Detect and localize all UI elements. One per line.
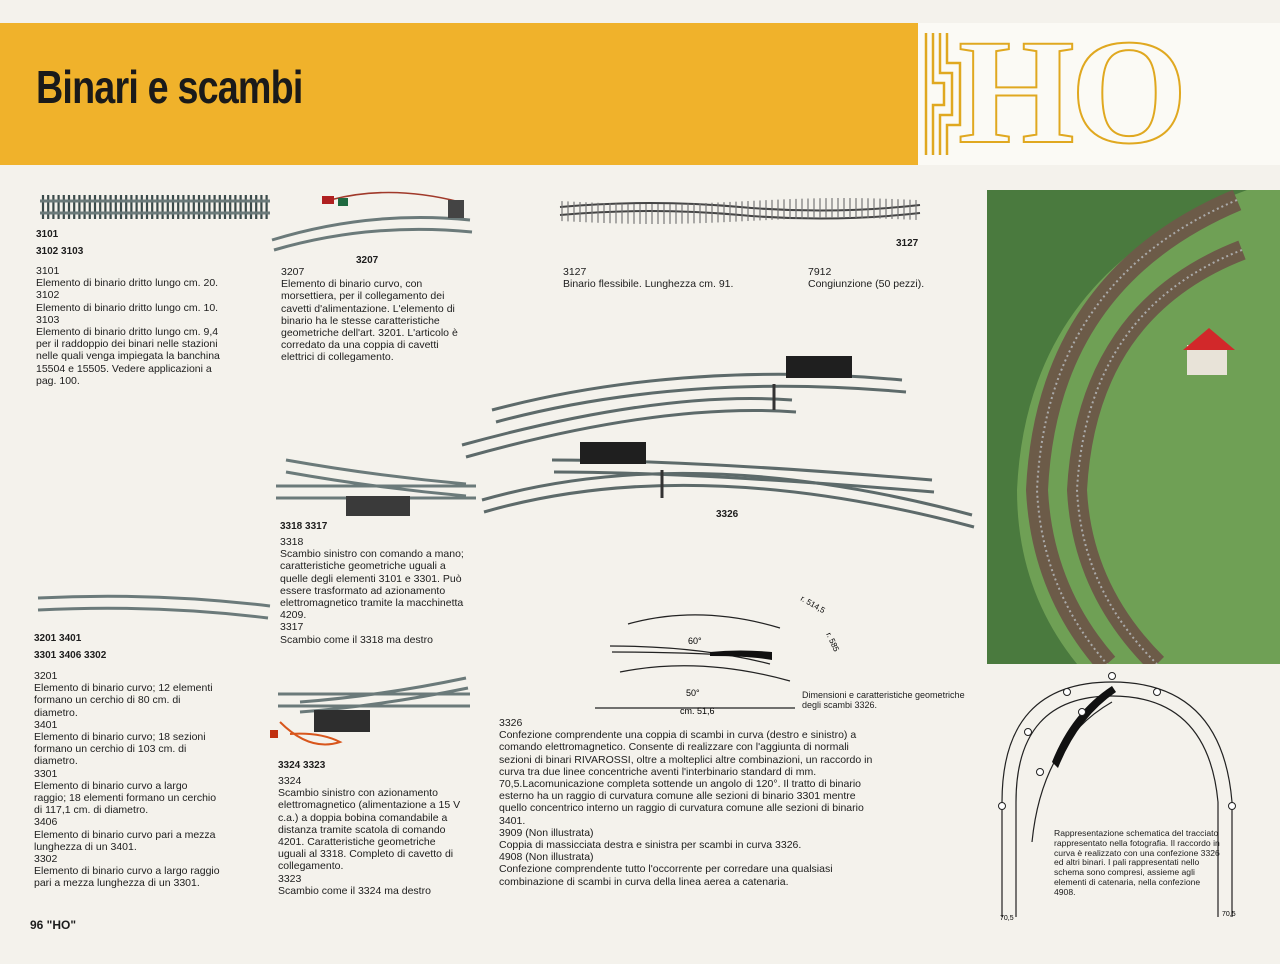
label-3318-3317: 3318 3317 (280, 521, 328, 532)
angle-50: 50° (686, 688, 700, 698)
desc-3127: 3127 Binario flessibile. Lunghezza cm. 91. (563, 266, 734, 291)
desc-3326: 3326 Confezione comprendente una coppia di scambi in curva (destro e sinistro) a comando elettromagnetico. Consente di realizzare con l'aggiunta di normali sezioni di binari RIVAROSSI, oltre a molteplici altre combinazioni, un raccordo in curva tra due linee concentriche aventi l'interbinario standard di mm. 70,5.Lacomunicazione completa sottende un angolo di 120°. Il tratto di binario esterno ha un raggio di curvatura comune alle sezioni di binario 3301 mentre quello concentrico interno un raggio di curvatura comune alle sezioni di binario 3401. 3909 (Non illustrata) Coppia di massicciata destra e sinistra per scambi in curva 3326. 4908 (Non illustrata) Confezione comprendente tutto l'occorrente per corredare una qualsiasi combinazione di scambi in curva della linea aerea a catenaria. (499, 717, 873, 888)
angle-60: 60° (688, 636, 702, 646)
label-3127: 3127 (896, 238, 919, 249)
straight-track-image (40, 192, 270, 222)
unit-label: cm. 51,6 (680, 706, 715, 716)
layout-photo-drawing (987, 190, 1280, 664)
radius-2: r. 585 (824, 631, 841, 653)
dim-left: 70,5 (1000, 915, 1014, 922)
layout-photo (987, 190, 1280, 664)
flexible-track-image (560, 195, 920, 225)
label-3101: 3101 (36, 229, 59, 240)
ho-logo (918, 23, 1280, 165)
page-title: Binari e scambi (36, 61, 303, 113)
schema-caption: Rappresentazione schematica del tracciato rappresentato nella fotografia. Il raccordo in curva è realizzato con una confezione 3326 ed altri binari. I pali rappresentati nello schema sono compresi, assieme agli elementi di catenaria, nella confezione 4908. (1054, 828, 1220, 897)
label-3326: 3326 (716, 509, 739, 520)
label-3102-3103: 3102 3103 (36, 246, 84, 257)
label-3201-3401: 3201 3401 (34, 633, 82, 644)
desc-3318: 3318 Scambio sinistro con comando a mano; caratteristiche geometriche uguali a quelle degli elementi 3101 e 3301. Può essere trasformato ad azionamento elettromagnetico tramite la macchinetta 4209. 3317 Scambio come il 3318 ma destro (280, 536, 464, 646)
desc-7912: 7912 Congiunzione (50 pezzi). (808, 266, 925, 291)
desc-3207: 3207 Elemento di binario curvo, con morsettiera, per il collegamento dei cavetti d'alimentazione. L'elemento di binario ha le stesse caratteristiche geometriche dell'art. 3201. L'articolo è corredato da una coppia di cavetti elettrici di collegamento. (281, 266, 458, 364)
curved-track-image (38, 588, 270, 624)
manual-switch-image (276, 446, 476, 516)
radius-1: r. 514,5 (799, 593, 827, 616)
ho-logo-text: HO (958, 23, 1184, 165)
desc-3101: 3101 Elemento di binario dritto lungo cm. 20. 3102 Elemento di binario dritto lungo cm. 10. 3103 Elemento di binario dritto lungo cm. 9,4 per il raddoppio dei binari nelle stazioni nelle quali venga impiegata la banchina 15504 e 15505. Vedere applicazioni a pag. 100. (36, 265, 220, 387)
page-number: 96 "HO" (30, 918, 77, 932)
diagram-caption: Dimensioni e caratteristiche geometriche degli scambi 3326. (802, 690, 965, 710)
electric-switch-image (270, 672, 470, 758)
dim-right: 70,5 (1222, 911, 1236, 918)
label-3301-3406-3302: 3301 3406 3302 (34, 650, 107, 661)
curved-track-terminal-image (270, 190, 480, 260)
label-3207: 3207 (356, 255, 379, 266)
curved-turnouts-image (462, 350, 982, 530)
desc-3324: 3324 Scambio sinistro con azionamento elettromagnetico (alimentazione a 15 V c.a.) a doppia bobina comandabile a distanza tramite scatola di comando 4201. Caratteristiche geometriche uguali al 3318. Completo di cavetto di collegamento. 3323 Scambio come il 3324 ma destro (278, 775, 461, 897)
desc-3201: 3201 Elemento di binario curvo; 12 elementi formano un cerchio di 80 cm. di diametro. 3401 Elemento di binario curvo; 18 sezioni formano un cerchio di 103 cm. di diametro. 3301 Elemento di binario curvo a largo raggio; 18 elementi formano un cerchio di 117,1 cm. di diametro. 3406 Elemento di binario curvo pari a mezza lunghezza di un 3401. 3302 Elemento di binario curvo a largo raggio pari a mezza lunghezza di un 3301. (34, 670, 220, 890)
label-3324-3323: 3324 3323 (278, 760, 326, 771)
